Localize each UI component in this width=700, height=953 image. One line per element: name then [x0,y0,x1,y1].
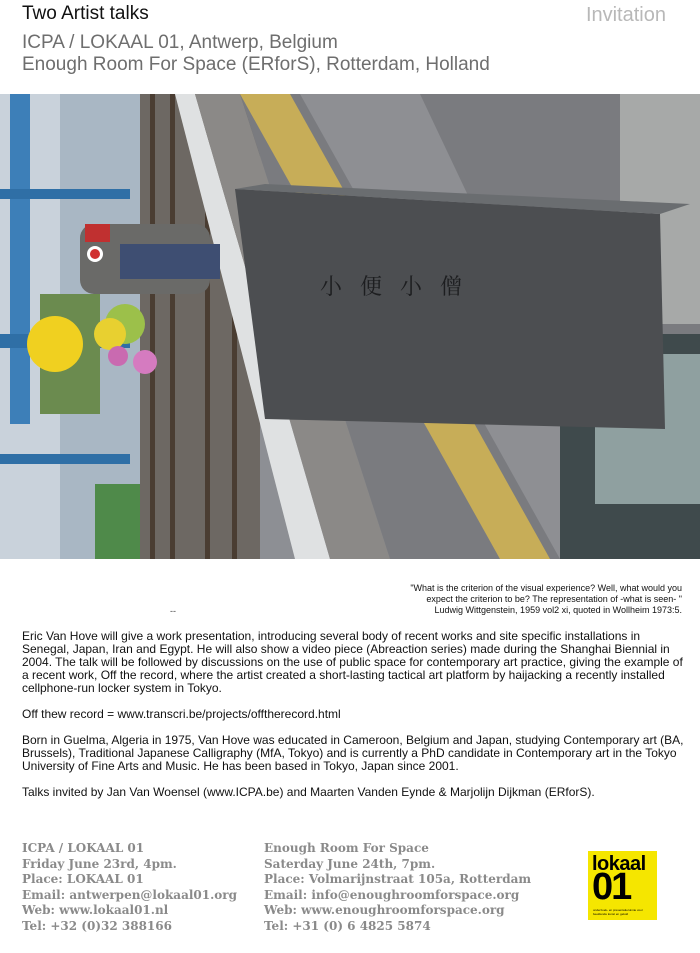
venue-line-rotterdam: Enough Room For Space (ERforS), Rotterdam, Holland [22,54,490,75]
logo-word: lokaal [592,853,646,875]
body-paragraph-link: Off thew record = www.transcri.be/projects/offtherecord.html [22,707,341,721]
contact-tel: Tel: +32 (0)32 388166 [22,918,172,933]
venue-line-antwerp: ICPA / LOKAAL 01, Antwerp, Belgium [22,32,338,53]
logo-number: 01 [592,866,631,908]
quote-line-1: "What is the criterion of the visual experience? Well, what would you [410,583,682,593]
pillar-inscription: 小便小僧 [320,275,481,300]
contact-place: Place: LOKAAL 01 [22,872,144,886]
lokaal01-logo [588,851,657,920]
invitation-label: Invitation [585,4,666,26]
contact-web: Web: www.lokaal01.nl [22,903,169,917]
page-title: Two Artist talks [22,3,149,24]
body-paragraph-intro: Eric Van Hove will give a work presentation, introducing several body of recent works and site specific installations in Senegal, Japan, Iran and Egypt. He will also show a video piece (Abreaction series) made during the Shanghai Biennial in 2004. The talk will be followed by discussions on the use of public space for contemporary art practice, giving the example of a recent work, Off the record, where the artist created a short-lasting tactical art platform by haijacking a recently installed cellphone-run locker system in Tokyo. [22,629,683,695]
contact-email: Email: antwerpen@lokaal01.org [22,887,238,902]
contact-block-antwerp [22,841,237,934]
contact-date: Saterday June 24th, 7pm. [264,856,436,871]
contact-place: Place: Volmarijnstraat 105a, Rotterdam [264,872,532,886]
body-paragraph-credits: Talks invited by Jan Van Woensel (www.ICPA.be) and Maarten Vanden Eynde & Marjolijn Dijkman (ERforS). [22,785,595,799]
venue-lines [22,32,490,76]
contact-tel: Tel: +31 (0) 6 4825 5874 [264,918,431,933]
station-photo [0,94,700,559]
contact-email: Email: info@enoughroomforspace.org [264,887,520,902]
contact-name: Enough Room For Space [264,841,429,855]
logo-tagline: onderzoek- en presentatieruimte voor beeldende kunst en geluid [593,908,643,916]
separator-dash: -- [170,606,176,616]
station-photo-illustration [0,94,700,559]
body-text [22,630,687,812]
contact-date: Friday June 23rd, 4pm. [22,856,177,871]
quote-line-2: expect the criterion to be? The representation of -what is seen- " [426,594,682,604]
contact-web: Web: www.enoughroomforspace.org [264,903,505,917]
quote-attribution: Ludwig Wittgenstein, 1959 vol2 xi, quoted in Wollheim 1973:5. [434,605,682,615]
contact-block-rotterdam [264,841,531,934]
contact-name: ICPA / LOKAAL 01 [22,841,145,855]
wittgenstein-quote [322,583,682,616]
body-paragraph-bio: Born in Guelma, Algeria in 1975, Van Hove was educated in Cameroon, Belgium and Japan, studying Contemporary art (BA, Brussels), Traditional Japanese Calligraphy (MfA, Tokyo) and is currently a PhD candidate in Contemporary art in the Tokyo University of Fine Arts and Music. He has been based in Tokyo, Japan since 2001. [22,733,684,773]
